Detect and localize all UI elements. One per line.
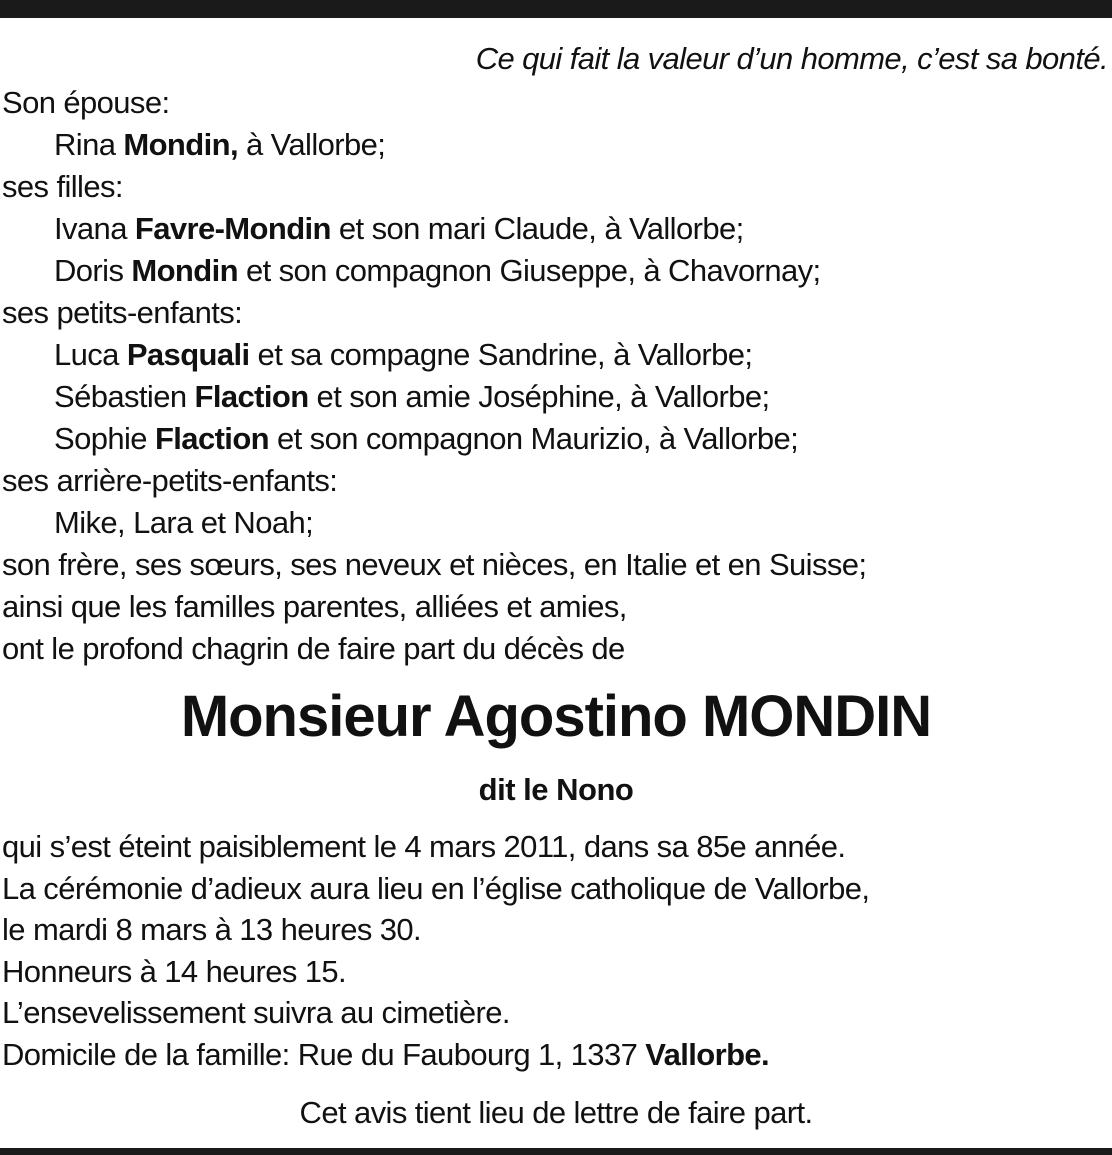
detail-line bbox=[2, 868, 869, 910]
line-text: son frère, ses sœurs, ses neveux et nièces, en Italie et en Suisse; bbox=[2, 547, 867, 582]
line-text: ses petits-enfants: bbox=[2, 295, 243, 330]
line-text: et sa compagne Sandrine, à Vallorbe; bbox=[249, 337, 753, 372]
line-text: La cérémonie d’adieux aura lieu en l’église catholique de Vallorbe, bbox=[2, 870, 870, 906]
line-text: ses filles: bbox=[2, 169, 123, 204]
line-text: ont le profond chagrin de faire part du décès de bbox=[2, 631, 625, 666]
family-line bbox=[2, 460, 866, 502]
line-text: Rina bbox=[54, 127, 124, 162]
bold-name: Mondin, bbox=[123, 127, 238, 162]
bold-name: Pasquali bbox=[126, 337, 250, 372]
bold-name: Flaction bbox=[194, 379, 309, 414]
family-line bbox=[2, 124, 866, 166]
line-text: Sophie bbox=[54, 421, 155, 456]
line-text: et son amie Joséphine, à Vallorbe; bbox=[308, 379, 770, 414]
line-text: Son épouse: bbox=[2, 85, 170, 120]
family-line bbox=[2, 586, 866, 628]
line-text: Mike, Lara et Noah; bbox=[54, 505, 314, 540]
line-text: qui s’est éteint paisiblement le 4 mars 2011, dans sa 85e année. bbox=[2, 829, 846, 864]
detail-line bbox=[2, 909, 869, 951]
family-line bbox=[2, 208, 866, 250]
line-text: Honneurs à 14 heures 15. bbox=[2, 953, 347, 989]
line-text: L’ensevelissement suivra au cimetière. bbox=[2, 995, 510, 1030]
family-line bbox=[2, 334, 866, 376]
family-list bbox=[2, 82, 866, 670]
line-text: Doris bbox=[54, 253, 132, 288]
bold-name: Mondin bbox=[131, 253, 238, 288]
closing-note: Cet avis tient lieu de lettre de faire part. bbox=[299, 1095, 813, 1130]
family-line bbox=[2, 376, 866, 418]
family-line bbox=[2, 544, 866, 586]
line-text: Luca bbox=[54, 337, 127, 372]
family-line bbox=[2, 82, 866, 124]
top-rule bbox=[0, 0, 1112, 18]
line-text: et son compagnon Maurizio, à Vallorbe; bbox=[269, 421, 799, 456]
line-text: à Vallorbe; bbox=[237, 127, 386, 162]
family-line bbox=[2, 628, 866, 670]
family-line bbox=[2, 166, 866, 208]
deceased-name: Monsieur Agostino MONDIN bbox=[180, 684, 932, 749]
detail-line bbox=[2, 951, 869, 993]
family-line bbox=[2, 292, 866, 334]
line-text: le mardi 8 mars à 13 heures 30. bbox=[2, 912, 422, 947]
family-line bbox=[2, 250, 866, 292]
nickname: dit le Nono bbox=[478, 772, 634, 807]
line-text: Ivana bbox=[54, 211, 135, 246]
line-text: ainsi que les familles parentes, alliées et amies, bbox=[2, 589, 627, 624]
detail-line bbox=[2, 826, 869, 868]
bottom-rule bbox=[0, 1148, 1112, 1155]
line-text: Domicile de la famille: Rue du Faubourg 1, 1337 bbox=[2, 1036, 646, 1072]
epigraph-quote: Ce qui fait la valeur d’un homme, c’est sa bonté. bbox=[475, 41, 1108, 76]
bold-name: Flaction bbox=[154, 421, 269, 456]
detail-line bbox=[2, 1034, 869, 1076]
detail-line bbox=[2, 992, 869, 1034]
ceremony-details bbox=[2, 826, 869, 1075]
line-text: et son mari Claude, à Vallorbe; bbox=[330, 211, 744, 246]
family-line bbox=[2, 418, 866, 460]
line-text: et son compagnon Giuseppe, à Chavornay; bbox=[237, 253, 821, 288]
line-text: ses arrière-petits-enfants: bbox=[2, 463, 338, 498]
bold-name: Vallorbe. bbox=[645, 1036, 770, 1072]
bold-name: Favre-Mondin bbox=[134, 211, 331, 246]
family-line bbox=[2, 502, 866, 544]
line-text: Sébastien bbox=[54, 379, 195, 414]
